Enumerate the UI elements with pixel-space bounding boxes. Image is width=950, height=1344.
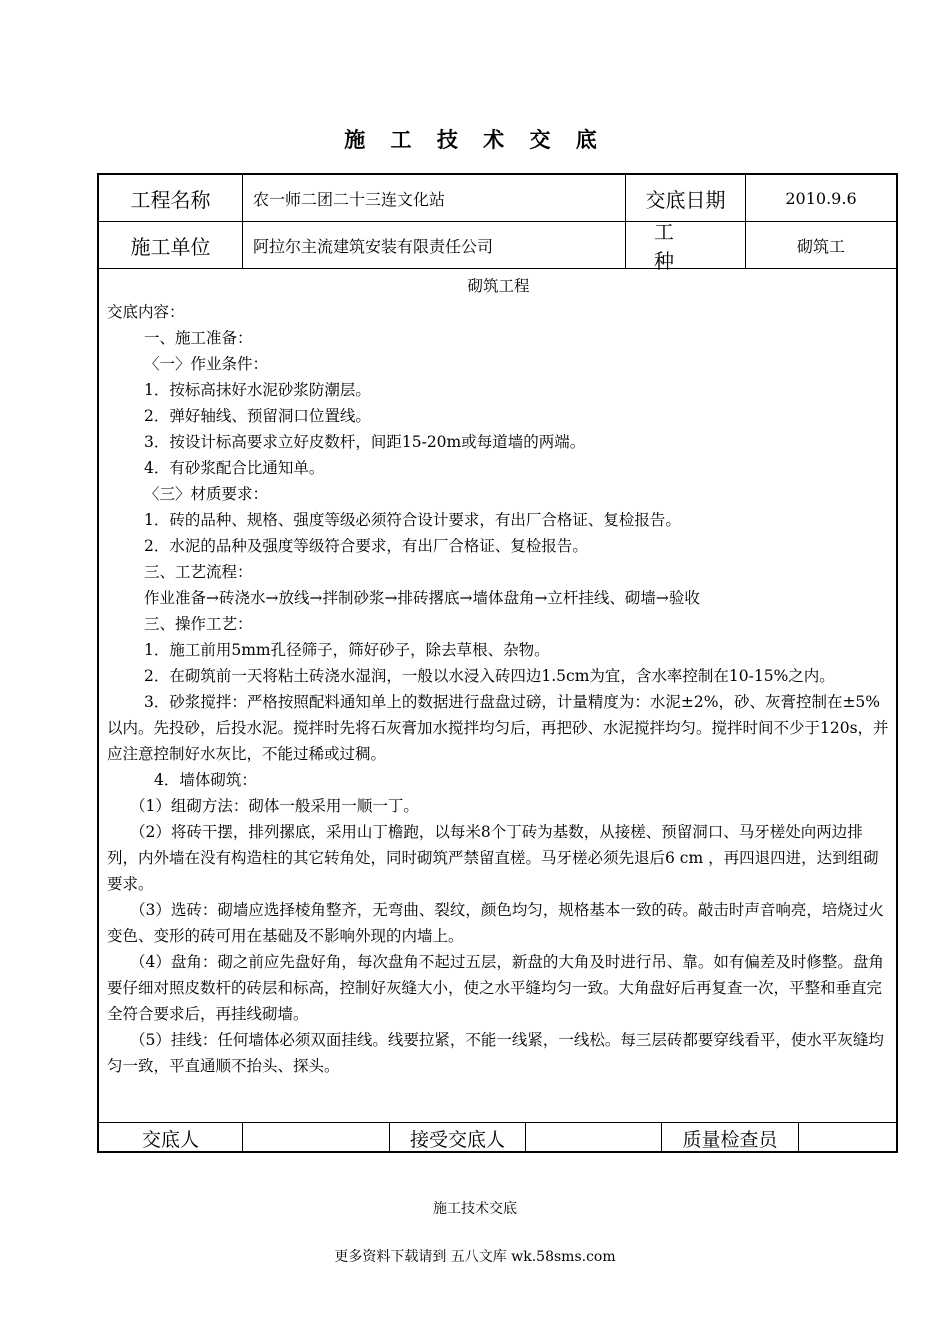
content-line: 作业准备→砖浇水→放线→拌制砂浆→排砖撂底→墙体盘角→立杆挂线、砌墙→验收 [144, 589, 700, 607]
disclosure-form [97, 173, 898, 1153]
construction-unit-value: 阿拉尔主流建筑安装有限责任公司 [243, 222, 626, 268]
inspector-signature-field[interactable] [799, 1123, 896, 1153]
date-value: 2010.9.6 [785, 188, 857, 208]
content-line: 2．水泥的品种及强度等级符合要求，有出厂合格证、复检报告。 [144, 537, 588, 555]
trade-label: 工 种 [626, 222, 746, 268]
content-paragraph: （2）将砖干摆，排列摞底，采用山丁檐跑，以每米8个丁砖为基数，从接槎、预留洞口、马牙槎处向两边排列，内外墙在没有构造柱的其它转角处，同时砌筑严禁留直槎。马牙槎必须先退后6 cm ，再四退四进，达到组砌要求。 [107, 823, 879, 893]
content-paragraph: 2．在砌筑前一天将粘土砖浇水湿润，一般以水浸入砖四边1.5cm为宜，含水率控制在10-15%之内。 [144, 667, 835, 685]
header-row-2 [99, 220, 896, 273]
content-line: 2．弹好轴线、预留洞口位置线。 [144, 407, 371, 425]
content-paragraph: （4）盘角：砌之前应先盘好角，每次盘角不起过五层，新盘的大角及时进行吊、靠。如有偏差及时修整。盘角要仔细对照皮数杆的砖层和标高，控制好灰缝大小，使之水平缝均匀一致。大角盘好后再复查一次，平整和垂直完全符合要求后，再挂线砌墙。 [107, 953, 884, 1023]
content-line: 4．有砂浆配合比通知单。 [144, 459, 325, 477]
receiver-label: 接受交底人 [390, 1123, 526, 1153]
receiver-signature-field[interactable] [526, 1123, 662, 1153]
project-name-label: 工程名称 [99, 175, 243, 221]
inspector-label: 质量检查员 [662, 1123, 799, 1153]
content-line: 〈三〉材质要求： [144, 485, 269, 503]
header-row-1 [99, 175, 896, 222]
disclosure-content [99, 269, 896, 1123]
content-line: 1．砖的品种、规格、强度等级必须符合设计要求，有出厂合格证、复检报告。 [144, 511, 681, 529]
content-line: 三、操作工艺： [144, 615, 253, 633]
trade-value: 砌筑工 [796, 236, 845, 256]
content-paragraph: 3．砂浆搅拌：严格按照配料通知单上的数据进行盘盘过磅，计量精度为：水泥±2%，砂、灰膏控制在±5%以内。先投砂，后投水泥。搅拌时先将石灰膏加水搅拌均匀后，再把砂、水泥搅拌均匀。搅拌时间不少于120s，并应注意控制好水灰比，不能过稀或过稠。 [107, 693, 889, 763]
footer-caption: 施工技术交底 [433, 1201, 517, 1217]
content-line: 3．按设计标高要求立好皮数杆，间距15-20m或每道墙的两端。 [144, 433, 586, 451]
discloser-signature-field[interactable] [243, 1123, 390, 1153]
signature-row [99, 1123, 896, 1153]
content-line: 〈一〉作业条件： [144, 355, 269, 373]
discloser-label: 交底人 [99, 1123, 243, 1153]
project-name-value: 农一师二团二十三连文化站 [243, 175, 626, 221]
content-line: 三、工艺流程： [144, 563, 253, 581]
content-line: 4．墙体砌筑： [154, 771, 257, 789]
content-intro: 交底内容： [107, 303, 185, 321]
content-line: 一、施工准备： [144, 329, 253, 347]
content-line: 1．按标高抹好水泥砂浆防潮层。 [144, 381, 371, 399]
construction-unit-label: 施工单位 [99, 222, 243, 268]
content-line: 1．施工前用5mm孔径筛子，筛好砂子，除去草根、杂物。 [144, 641, 550, 659]
footer-note: 更多资料下载请到 五八文库 wk.58sms.com [334, 1249, 616, 1265]
content-subtitle: 砌筑工程 [467, 277, 530, 295]
date-label: 交底日期 [626, 175, 746, 221]
content-paragraph: （3）选砖：砌墙应选择棱角整齐，无弯曲、裂纹，颜色均匀，规格基本一致的砖。敲击时声音响亮，培烧过火变色、变形的砖可用在基础及不影响外现的内墙上。 [107, 901, 884, 945]
content-paragraph: （1）组砌方法：砌体一般采用一顺一丁。 [130, 797, 419, 815]
document-title: 施 工 技 术 交 底 [344, 127, 606, 152]
content-paragraph: （5）挂线：任何墙体必须双面挂线。线要拉紧，不能一线紧，一线松。每三层砖都要穿线看平，使水平灰缝均匀一致，平直通顺不抬头、探头。 [107, 1031, 884, 1075]
